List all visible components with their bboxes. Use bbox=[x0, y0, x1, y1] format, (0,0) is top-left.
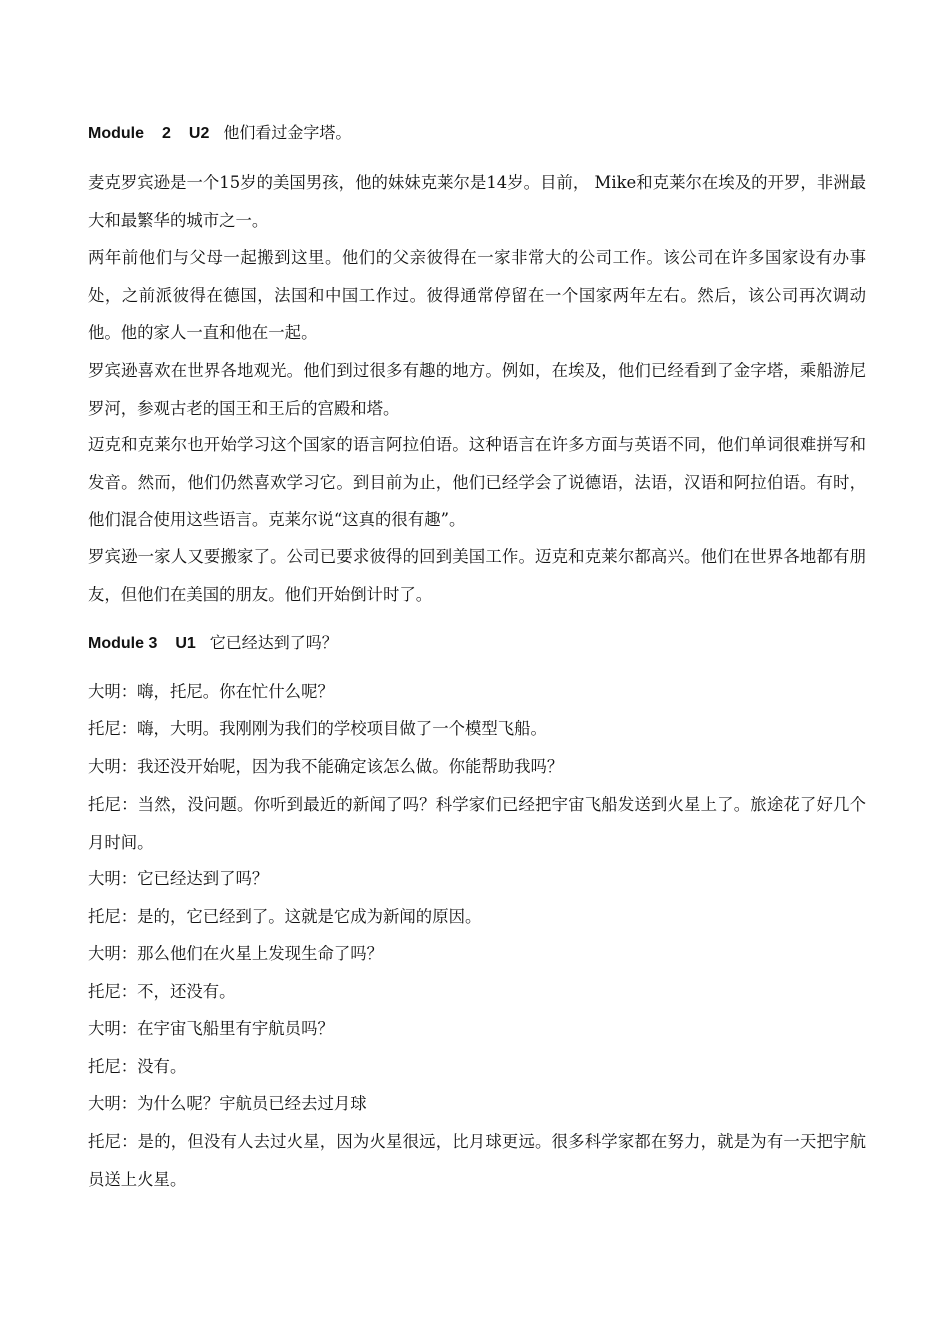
dialogue-line: 大明：那么他们在火星上发现生命了吗？ bbox=[88, 944, 384, 963]
module2-paragraph: 迈克和克莱尔也开始学习这个国家的语言阿拉伯语。这种语言在许多方面与英语不同，他们单词很难拼写和发音。然而，他们仍然喜欢学习它。到目前为止，他们已经学会了说德语，法语，汉语和阿拉伯语。有时，他们混合使用这些语言。克莱尔说“这真的很有趣”。 bbox=[88, 435, 866, 529]
dialogue-line: 托尼：是的，它已经到了。这就是它成为新闻的原因。 bbox=[88, 907, 482, 926]
module2-label: Module bbox=[88, 125, 144, 142]
dialogue-line: 托尼：嗨，大明。我刚刚为我们的学校项目做了一个模型飞船。 bbox=[88, 719, 547, 738]
module3-unit: U1 bbox=[175, 635, 196, 652]
dialogue-line: 大明：为什么呢？宇航员已经去过月球 bbox=[88, 1094, 367, 1113]
module2-number: 2 bbox=[162, 125, 171, 142]
module2-title: 他们看过金字塔。 bbox=[223, 123, 352, 142]
dialogue-line: 大明：在宇宙飞船里有宇航员吗？ bbox=[88, 1019, 334, 1038]
dialogue-line: 大明：它已经达到了吗？ bbox=[88, 869, 269, 888]
dialogue-line: 托尼：不，还没有。 bbox=[88, 982, 236, 1001]
module3-label: Module 3 bbox=[88, 635, 158, 652]
dialogue-line: 托尼：是的，但没有人去过火星，因为火星很远，比月球更远。很多科学家都在努力，就是为有一天把宇航员送上火星。 bbox=[88, 1132, 866, 1189]
dialogue-line: 托尼：当然，没问题。你听到最近的新闻了吗？科学家们已经把宇宙飞船发送到火星上了。旅途花了好几个月时间。 bbox=[88, 795, 866, 852]
module3-heading bbox=[88, 631, 866, 655]
module2-paragraph: 麦克罗宾逊是一个15岁的美国男孩，他的妹妹克莱尔是14岁。目前， Mike和克莱尔在埃及的开罗，非洲最大和最繁华的城市之一。 bbox=[88, 173, 866, 230]
dialogue-line: 大明：我还没开始呢，因为我不能确定该怎么做。你能帮助我吗？ bbox=[88, 757, 564, 776]
dialogue-line: 大明：嗨，托尼。你在忙什么呢？ bbox=[88, 682, 334, 701]
module2-paragraph: 罗宾逊一家人又要搬家了。公司已要求彼得的回到美国工作。迈克和克莱尔都高兴。他们在世界各地都有朋友，但他们在美国的朋友。他们开始倒计时了。 bbox=[88, 547, 866, 604]
dialogue-line: 托尼：没有。 bbox=[88, 1057, 187, 1076]
module2-unit: U2 bbox=[188, 125, 210, 142]
module2-heading bbox=[88, 121, 866, 145]
module3-title: 它已经达到了吗？ bbox=[209, 633, 338, 652]
module2-paragraph: 两年前他们与父母一起搬到这里。他们的父亲彼得在一家非常大的公司工作。该公司在许多国家设有办事处，之前派彼得在德国，法国和中国工作过。彼得通常停留在一个国家两年左右。然后，该公司再次调动他。他的家人一直和他在一起。 bbox=[88, 248, 866, 342]
module2-paragraph: 罗宾逊喜欢在世界各地观光。他们到过很多有趣的地方。例如，在埃及，他们已经看到了金字塔，乘船游尼罗河，参观古老的国王和王后的宫殿和塔。 bbox=[88, 361, 866, 418]
